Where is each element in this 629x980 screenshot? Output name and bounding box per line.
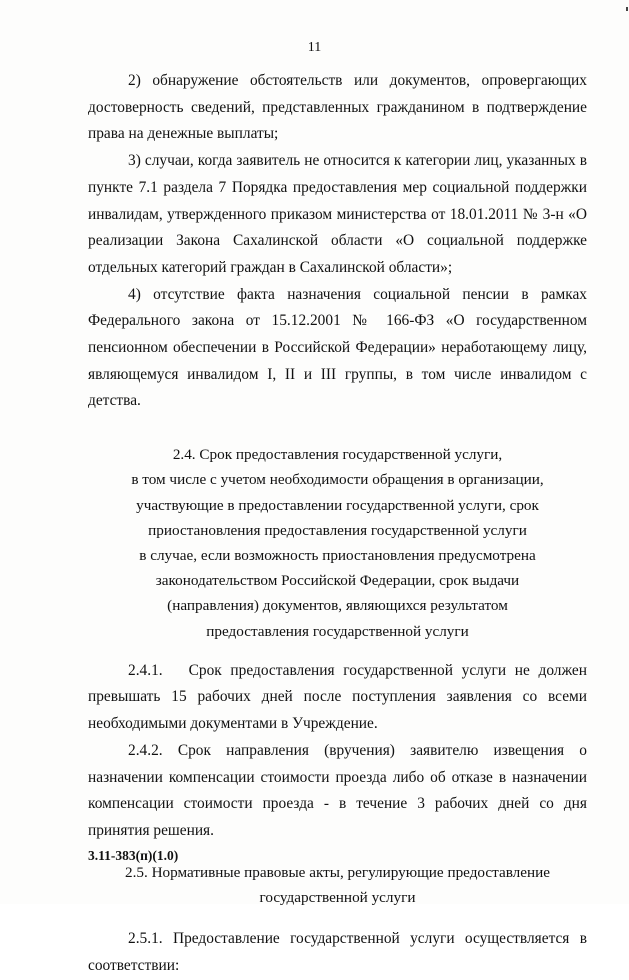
section-heading-2-5 xyxy=(88,860,587,910)
heading-line: (направления) документов, являющихся результатом xyxy=(167,597,508,615)
list-item-2: 2) обнаружение обстоятельств или документов, опровергающих достоверность сведений, представленных гражданином в подтверждение права на денежные выплаты; xyxy=(88,72,587,143)
heading-line: приостановления предоставления государственной услуги xyxy=(148,521,527,539)
heading-line: 2.4. Срок предоставления государственной услуги, xyxy=(172,446,503,464)
heading-line: государственной услуги xyxy=(259,888,416,906)
list-item-4: 4) отсутствие факта назначения социальной пенсии в рамках Федерального закона от 15.12.2001 № 166-ФЗ «О государственном пенсионном обеспечении в Российской Федерации» неработающему лицу, являющемуся инвалидом I, II и III группы, в том числе инвалидом с детства. xyxy=(88,285,587,410)
page-number: 11 xyxy=(307,40,322,55)
clause-2-5-1: 2.5.1. Предоставление государственной услуги осуществляется в соответствии: xyxy=(88,930,587,974)
heading-line: законодательством Российской Федерации, срок выдачи xyxy=(155,572,520,590)
scan-artifact xyxy=(621,0,629,6)
clause-2-4-2: 2.4.2. Срок направления (вручения) заявителю извещения о назначении компенсации стоимости проезда либо об отказе в назначении компенсации стоимости проезда - в течение 3 рабочих дней со дня принятия решения. xyxy=(88,741,587,839)
clause-2-4-1: 2.4.1. Срок предоставления государственной услуги не должен превышать 15 рабочих дней после поступления заявления со всеми необходимыми документами в Учреждение. xyxy=(88,661,591,733)
heading-line: участвующие в предоставлении государственной услуги, срок xyxy=(136,496,539,514)
document-code: 3.11-383(п)(1.0) xyxy=(88,848,179,863)
heading-line: в случае, если возможность приостановления предусмотрена xyxy=(139,546,536,564)
heading-line: в том числе с учетом необходимости обращения в организации, xyxy=(131,471,544,489)
list-item-3: 3) случаи, когда заявитель не относится к категории лиц, указанных в пункте 7.1 раздела 7 Порядка предоставления мер социальной поддержки инвалидам, утвержденного приказом министерства от 18.01.2011 № 3-н «О реализации Закона Сахалинской области «О социальной поддержке отдельных категорий граждан в Сахалинской области»; xyxy=(88,152,587,276)
heading-line: 2.5. Нормативные правовые акты, регулирующие предоставление xyxy=(125,863,550,881)
heading-line: предоставления государственной услуги xyxy=(206,622,469,640)
document-body xyxy=(88,68,591,980)
section-heading-2-4 xyxy=(88,442,587,644)
